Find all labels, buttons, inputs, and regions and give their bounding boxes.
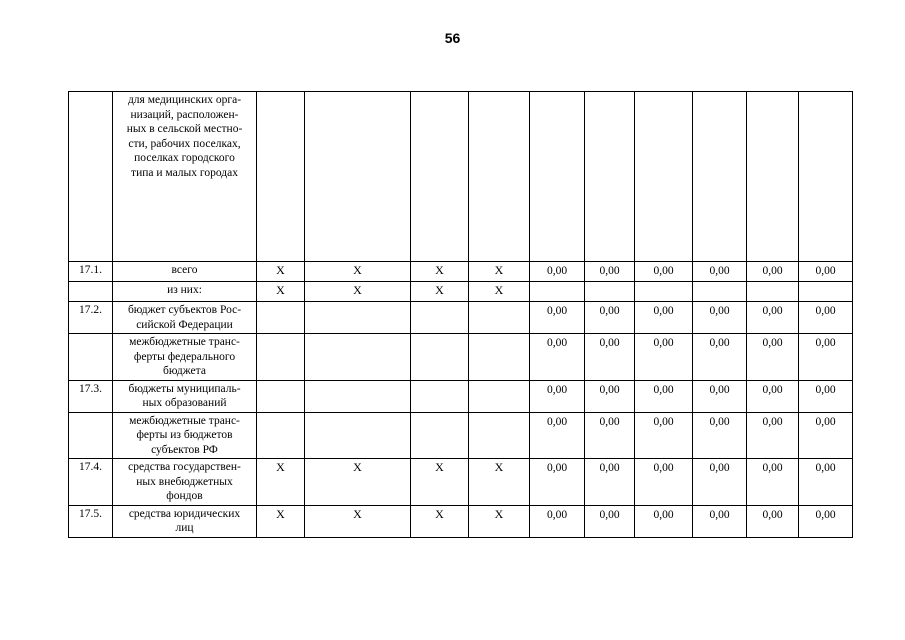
value-cell: 0,00 [585,505,635,537]
value-cell: 0,00 [585,412,635,459]
row-name: межбюджетные транс- ферты из бюджетов субъектов РФ [113,412,257,459]
x-mark-cell: X [305,505,411,537]
cell [799,92,853,262]
value-cell: 0,00 [585,380,635,412]
x-mark-cell [305,380,411,412]
x-mark-cell [469,412,530,459]
x-mark-cell: X [411,262,469,282]
value-cell: 0,00 [635,505,693,537]
value-cell: 0,00 [530,380,585,412]
value-cell: 0,00 [799,302,853,334]
row-name: для медицинских орга- низаций, расположен- ных в сельской местно- сти, рабочих поселках, поселках городского типа и малых городах [113,92,257,262]
value-cell: 0,00 [693,412,747,459]
value-cell: 0,00 [747,505,799,537]
row-code [69,412,113,459]
table-row [69,302,853,334]
x-mark-cell [411,334,469,381]
value-cell: 0,00 [799,380,853,412]
row-name: из них: [113,282,257,302]
cell [469,92,530,262]
x-mark-cell: X [257,505,305,537]
value-cell: 0,00 [585,262,635,282]
cell [530,92,585,262]
value-cell: 0,00 [799,412,853,459]
cell [305,92,411,262]
value-cell: 0,00 [635,262,693,282]
value-cell: 0,00 [747,459,799,506]
value-cell: 0,00 [530,412,585,459]
x-mark-cell [305,302,411,334]
value-cell [585,282,635,302]
x-mark-cell [411,412,469,459]
value-cell: 0,00 [635,334,693,381]
x-mark-cell: X [257,459,305,506]
table-row [69,262,853,282]
table-row [69,92,853,262]
row-code: 17.5. [69,505,113,537]
table-row [69,412,853,459]
value-cell: 0,00 [635,302,693,334]
x-mark-cell [257,334,305,381]
cell [411,92,469,262]
value-cell: 0,00 [799,505,853,537]
value-cell: 0,00 [693,505,747,537]
x-mark-cell: X [411,505,469,537]
cell [585,92,635,262]
table-row [69,505,853,537]
x-mark-cell [257,412,305,459]
x-mark-cell: X [411,459,469,506]
table-row [69,334,853,381]
cell [693,92,747,262]
row-code [69,282,113,302]
table-body [69,92,853,538]
x-mark-cell [257,380,305,412]
value-cell: 0,00 [635,459,693,506]
x-mark-cell [469,334,530,381]
cell [257,92,305,262]
x-mark-cell: X [305,282,411,302]
value-cell: 0,00 [799,459,853,506]
x-mark-cell: X [469,282,530,302]
table-row [69,380,853,412]
value-cell: 0,00 [635,412,693,459]
value-cell: 0,00 [747,302,799,334]
cell [635,92,693,262]
value-cell: 0,00 [693,459,747,506]
row-code: 17.2. [69,302,113,334]
value-cell: 0,00 [799,334,853,381]
x-mark-cell [257,302,305,334]
value-cell [530,282,585,302]
row-code [69,334,113,381]
row-name: межбюджетные транс- ферты федерального бюджета [113,334,257,381]
x-mark-cell: X [469,262,530,282]
x-mark-cell [411,380,469,412]
value-cell [799,282,853,302]
cell [747,92,799,262]
row-code: 17.3. [69,380,113,412]
value-cell: 0,00 [585,302,635,334]
row-code [69,92,113,262]
value-cell: 0,00 [747,412,799,459]
row-code: 17.4. [69,459,113,506]
value-cell: 0,00 [693,380,747,412]
x-mark-cell: X [257,282,305,302]
value-cell: 0,00 [530,302,585,334]
table-row [69,282,853,302]
page-number: 56 [444,30,461,46]
row-name: средства государствен- ных внебюджетных фондов [113,459,257,506]
value-cell [747,282,799,302]
x-mark-cell: X [469,459,530,506]
table-row [69,459,853,506]
value-cell: 0,00 [693,302,747,334]
x-mark-cell: X [469,505,530,537]
x-mark-cell [305,334,411,381]
value-cell: 0,00 [693,334,747,381]
value-cell: 0,00 [585,459,635,506]
value-cell: 0,00 [747,334,799,381]
value-cell: 0,00 [635,380,693,412]
value-cell: 0,00 [747,380,799,412]
value-cell: 0,00 [530,262,585,282]
row-code: 17.1. [69,262,113,282]
row-name: средства юридических лиц [113,505,257,537]
x-mark-cell: X [411,282,469,302]
value-cell: 0,00 [530,459,585,506]
value-cell: 0,00 [693,262,747,282]
row-name: бюджеты муниципаль- ных образований [113,380,257,412]
value-cell: 0,00 [530,334,585,381]
budget-table [68,91,853,538]
value-cell [693,282,747,302]
x-mark-cell: X [305,459,411,506]
x-mark-cell [411,302,469,334]
row-name: всего [113,262,257,282]
row-name: бюджет субъектов Рос- сийской Федерации [113,302,257,334]
value-cell: 0,00 [585,334,635,381]
value-cell: 0,00 [799,262,853,282]
x-mark-cell [469,302,530,334]
value-cell: 0,00 [530,505,585,537]
x-mark-cell: X [305,262,411,282]
value-cell: 0,00 [747,262,799,282]
x-mark-cell: X [257,262,305,282]
x-mark-cell [469,380,530,412]
value-cell [635,282,693,302]
x-mark-cell [305,412,411,459]
